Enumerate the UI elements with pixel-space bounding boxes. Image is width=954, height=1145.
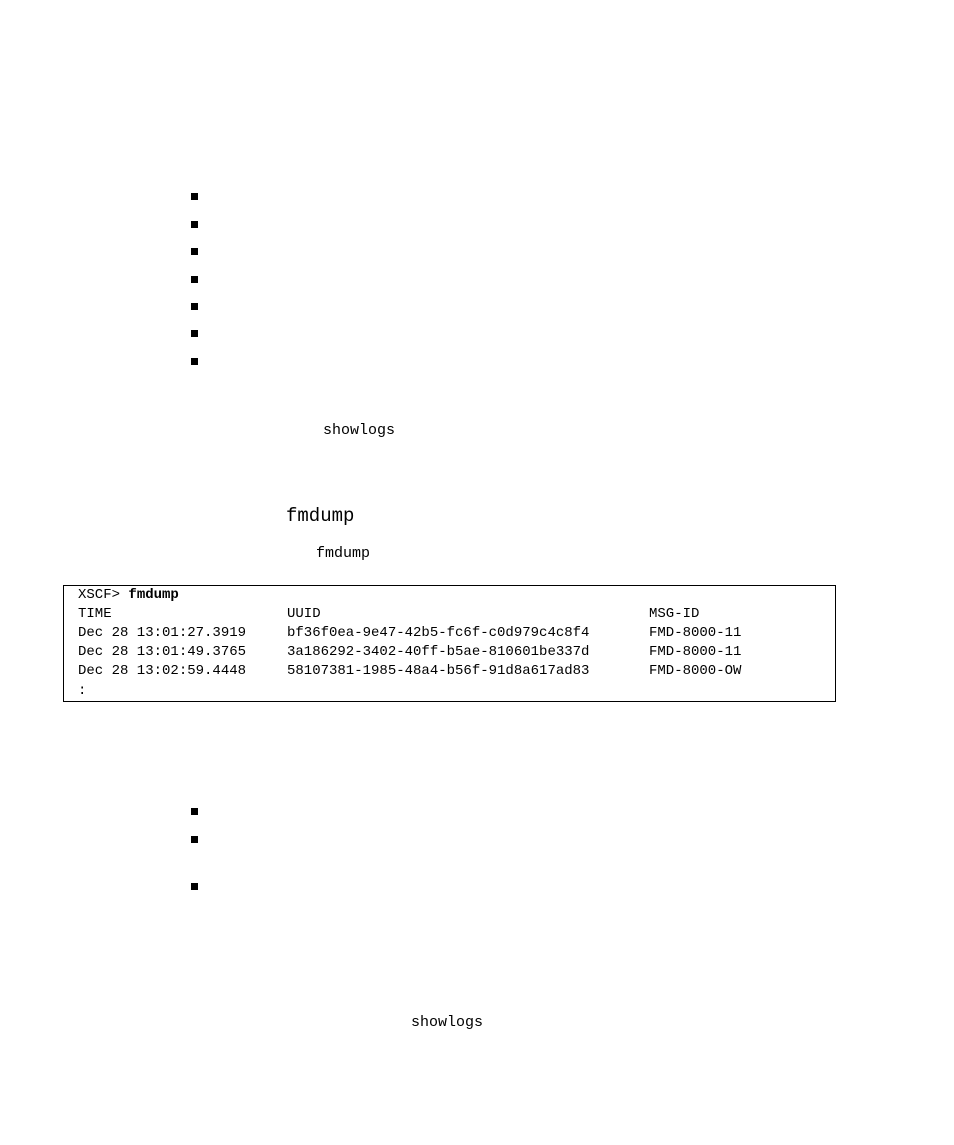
list-bullet	[191, 221, 198, 228]
terminal-command-line	[78, 586, 179, 605]
terminal-row	[78, 662, 818, 681]
row-time: Dec 28 13:02:59.4448	[78, 663, 247, 679]
row-time: Dec 28 13:01:27.3919	[78, 625, 247, 641]
column-header-time: TIME	[78, 606, 112, 622]
terminal-row	[78, 624, 818, 643]
terminal-command: fmdump	[128, 587, 179, 603]
terminal-output-box	[63, 585, 836, 702]
showlogs-reference: showlogs	[411, 1014, 484, 1031]
list-bullet	[191, 303, 198, 310]
terminal-prompt: XSCF>	[78, 587, 121, 603]
list-bullet	[191, 358, 198, 365]
terminal-row	[78, 643, 818, 662]
column-header-uuid: UUID	[287, 606, 321, 622]
list-bullet	[191, 883, 198, 890]
row-msg-id: FMD-8000-11	[649, 644, 742, 660]
row-uuid: bf36f0ea-9e47-42b5-fc6f-c0d979c4c8f4	[287, 625, 590, 641]
row-uuid: 3a186292-3402-40ff-b5ae-810601be337d	[287, 644, 590, 660]
terminal-header-row	[78, 605, 818, 624]
list-bullet	[191, 330, 198, 337]
section-heading-command: fmdump	[286, 505, 355, 527]
section-intro-command: fmdump	[316, 545, 371, 562]
row-msg-id: FMD-8000-OW	[649, 663, 742, 679]
list-bullet	[191, 276, 198, 283]
row-msg-id: FMD-8000-11	[649, 625, 742, 641]
showlogs-reference: showlogs	[323, 422, 396, 439]
list-bullet	[191, 248, 198, 255]
list-bullet	[191, 836, 198, 843]
terminal-continuation: :	[78, 683, 87, 699]
row-uuid: 58107381-1985-48a4-b56f-91d8a617ad83	[287, 663, 590, 679]
row-time: Dec 28 13:01:49.3765	[78, 644, 247, 660]
list-bullet	[191, 193, 198, 200]
list-bullet	[191, 808, 198, 815]
column-header-msg-id: MSG-ID	[649, 606, 700, 622]
